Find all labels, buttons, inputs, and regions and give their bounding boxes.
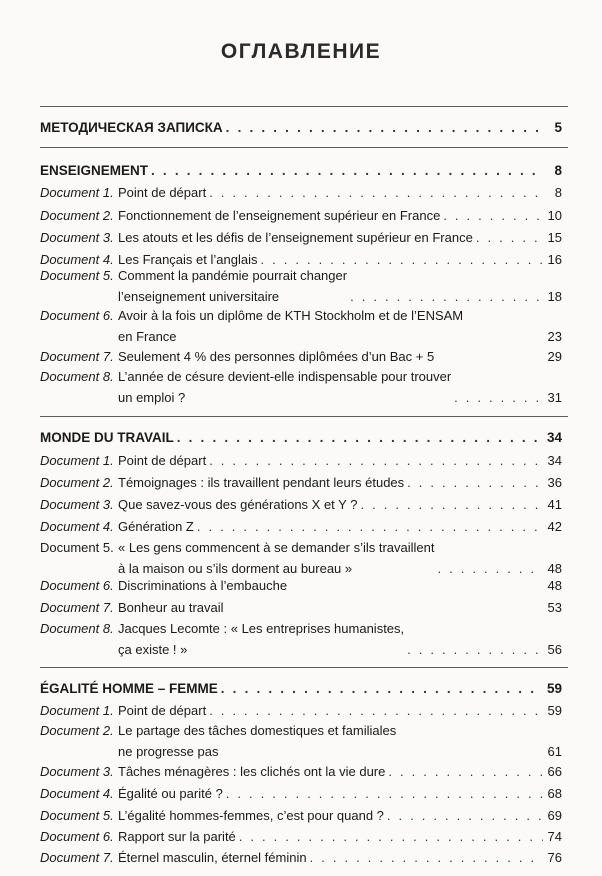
entry-title: Bonheur au travail — [118, 600, 224, 615]
toc-entry[interactable] — [40, 700, 562, 721]
toc-entry[interactable] — [40, 366, 562, 408]
toc-entry[interactable] — [40, 516, 562, 537]
section-title: ENSEIGNEMENT — [40, 163, 149, 178]
dot-leader — [226, 783, 543, 804]
entry-title: Génération Z — [118, 519, 194, 534]
entry-title: Éternel masculin, éternel féminin — [118, 850, 307, 865]
toc-page-number: 18 — [547, 289, 562, 304]
dot-leader — [407, 472, 543, 493]
toc-entry[interactable] — [40, 537, 562, 579]
toc-page-number: 34 — [547, 453, 562, 468]
toc-entry[interactable] — [40, 597, 562, 618]
toc-page-number: 41 — [547, 497, 562, 512]
entry-title: Que savez-vous des générations X et Y ? — [118, 497, 358, 512]
toc-page-number: 42 — [547, 519, 562, 534]
dot-leader — [476, 227, 543, 248]
toc-entry-title: МЕТОДИЧЕСКАЯ ЗАПИСКА — [40, 120, 223, 135]
divider — [40, 416, 568, 417]
dot-leader — [151, 160, 543, 181]
document-label: Document 6. — [40, 578, 114, 593]
toc-entry[interactable] — [40, 227, 562, 248]
entry-title-continued: un emploi ? — [118, 390, 186, 405]
entry-title: « Les gens commencent à se demander s’ils travaillent — [118, 540, 435, 555]
document-label: Document 1. — [40, 185, 114, 200]
section-title: MONDE DU TRAVAIL — [40, 430, 174, 445]
entry-title: Le partage des tâches domestiques et familiales — [118, 723, 397, 738]
toc-page-number: 29 — [547, 349, 562, 364]
document-label: Document 6. — [40, 829, 114, 844]
toc-page-number: 36 — [547, 475, 562, 490]
dot-leader — [177, 427, 543, 448]
document-label: Document 4. — [40, 786, 114, 801]
entry-title: Point de départ — [118, 185, 207, 200]
toc-page-number: 59 — [546, 681, 562, 696]
document-label: Document 3. — [40, 230, 114, 245]
divider — [40, 106, 568, 107]
dot-leader — [221, 678, 543, 699]
dot-leader — [209, 700, 543, 721]
entry-title: Point de départ — [118, 703, 207, 718]
document-label: Document 5. — [40, 540, 114, 555]
document-label: Document 1. — [40, 453, 114, 468]
dot-leader — [209, 182, 543, 203]
document-label: Document 5. — [40, 808, 114, 823]
entry-title: Point de départ — [118, 453, 207, 468]
toc-page-number: 48 — [547, 561, 562, 576]
entry-title-continued: ne progresse pas — [118, 744, 219, 759]
divider — [40, 147, 568, 148]
toc-entry[interactable] — [40, 805, 562, 826]
document-label: Document 7. — [40, 600, 114, 615]
toc-page-number: 31 — [547, 390, 562, 405]
toc-entry[interactable] — [40, 265, 562, 307]
toc-page-number: 15 — [547, 230, 562, 245]
toc-entry[interactable] — [40, 720, 562, 762]
document-label: Document 3. — [40, 764, 114, 779]
dot-leader — [209, 450, 543, 471]
document-label: Document 2. — [40, 723, 114, 738]
toc-entry[interactable] — [40, 761, 562, 782]
toc-page-number: 61 — [547, 744, 562, 759]
toc-page-number: 59 — [547, 703, 562, 718]
entry-title: Les Français et l’anglais — [118, 252, 258, 267]
page-title: ОГЛАВЛЕНИЕ — [220, 40, 382, 63]
document-label: Document 7. — [40, 349, 114, 364]
entry-title-continued: l’enseignement universitaire — [118, 289, 280, 304]
dot-leader — [454, 387, 543, 408]
toc-entry[interactable] — [40, 182, 562, 203]
section-title: ÉGALITÉ HOMME – FEMME — [40, 681, 218, 696]
toc-entry[interactable] — [40, 783, 562, 804]
document-label: Document 8. — [40, 621, 114, 636]
toc-entry[interactable] — [40, 346, 562, 367]
toc-page-number: 8 — [554, 163, 562, 178]
document-label: Document 1. — [40, 703, 114, 718]
divider — [40, 667, 568, 668]
toc-entry[interactable] — [40, 450, 562, 471]
document-label: Document 6. — [40, 308, 114, 323]
document-label: Document 2. — [40, 208, 114, 223]
entry-title: Les atouts et les défis de l’enseignement supérieur en France — [118, 230, 473, 245]
dot-leader — [360, 494, 543, 515]
dot-leader — [226, 117, 543, 138]
document-label: Document 2. — [40, 475, 114, 490]
toc-page-number: 56 — [547, 642, 562, 657]
toc-section-monde-du-travail[interactable] — [40, 427, 562, 448]
dot-leader — [407, 639, 543, 660]
document-label: Document 4. — [40, 519, 114, 534]
entry-title: Tâches ménagères : les clichés ont la vie dure — [118, 764, 386, 779]
toc-page-number: 34 — [546, 430, 562, 445]
entry-title-continued: en France — [118, 329, 177, 344]
toc-entry[interactable] — [40, 472, 562, 493]
toc-entry[interactable] — [40, 618, 562, 660]
dot-leader — [239, 826, 543, 847]
toc-page-number: 16 — [547, 252, 562, 267]
entry-title: Comment la pandémie pourrait changer — [118, 268, 348, 283]
toc-entry[interactable] — [40, 205, 562, 226]
toc-entry-methodical-note[interactable] — [40, 117, 562, 138]
toc-page-number: 8 — [554, 185, 562, 200]
toc-page-number: 48 — [547, 578, 562, 593]
toc-entry[interactable] — [40, 575, 562, 596]
toc-page-number: 23 — [547, 329, 562, 344]
entry-title: Témoignages : ils travaillent pendant leurs études — [118, 475, 405, 490]
entry-title: Rapport sur la parité — [118, 829, 236, 844]
toc-page-number: 10 — [547, 208, 562, 223]
toc-page-number: 68 — [547, 786, 562, 801]
dot-leader — [387, 805, 543, 826]
document-label: Document 5. — [40, 268, 114, 283]
toc-page-number: 74 — [547, 829, 562, 844]
toc-page-number: 5 — [554, 120, 562, 135]
entry-title: Seulement 4 % des personnes diplômées d’un Bac + 5 — [118, 349, 435, 364]
toc-section-enseignement[interactable] — [40, 160, 562, 181]
toc-entry[interactable] — [40, 826, 562, 847]
entry-title: Jacques Lecomte : « Les entreprises humanistes, — [118, 621, 405, 636]
toc-page-number: 76 — [547, 850, 562, 865]
document-label: Document 8. — [40, 369, 114, 384]
entry-title: L’égalité hommes-femmes, c’est pour quand ? — [118, 808, 384, 823]
entry-title: Avoir à la fois un diplôme de KTH Stockholm et de l’ENSAM — [118, 308, 464, 323]
toc-page-number: 69 — [547, 808, 562, 823]
toc-page-number: 66 — [547, 764, 562, 779]
entry-title: Discriminations à l’embauche — [118, 578, 288, 593]
toc-entry[interactable] — [40, 847, 562, 868]
entry-title: L’année de césure devient-elle indispensable pour trouver — [118, 369, 452, 384]
entry-title: Fonctionnement de l’enseignement supérieur en France — [118, 208, 441, 223]
dot-leader — [350, 286, 543, 307]
dot-leader — [197, 516, 543, 537]
dot-leader — [310, 847, 543, 868]
dot-leader — [443, 205, 543, 226]
dot-leader — [388, 761, 543, 782]
entry-title-continued: à la maison ou s’ils dorment au bureau » — [118, 561, 353, 576]
document-label: Document 7. — [40, 850, 114, 865]
toc-entry[interactable] — [40, 305, 562, 347]
toc-section-egalite-homme-femme[interactable] — [40, 678, 562, 699]
toc-page-number: 53 — [547, 600, 562, 615]
entry-title-continued: ça existe ! » — [118, 642, 188, 657]
entry-title: Égalité ou parité ? — [118, 786, 223, 801]
document-label: Document 4. — [40, 252, 114, 267]
toc-entry[interactable] — [40, 494, 562, 515]
document-label: Document 3. — [40, 497, 114, 512]
